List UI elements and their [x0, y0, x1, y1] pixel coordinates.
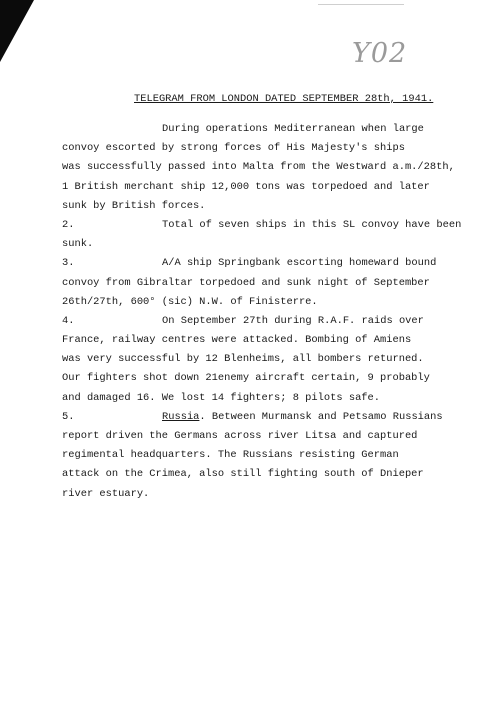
p5-line-2: report driven the Germans across river Litsa and captured	[62, 430, 418, 442]
p3-line-1: 3. A/A ship Springbank escorting homeward bound	[62, 254, 498, 273]
p1-line-5: sunk by British forces.	[62, 199, 206, 212]
p4-line-4: Our fighters shot down 21enemy aircraft certain, 9 probably	[62, 372, 430, 385]
p5-heading: Russia	[162, 410, 200, 423]
p5-line-5: river estuary.	[62, 487, 150, 500]
telegram-title: TELEGRAM FROM LONDON DATED SEPTEMBER 28th, 1941.	[134, 93, 434, 105]
p1-line-3: was successfully passed into Malta from the Westward a.m./28th,	[62, 161, 455, 174]
p1-line-2: convoy escorted by strong forces of His Majesty's ships	[62, 142, 405, 155]
page-corner-mark	[0, 0, 34, 62]
p4-line-5: and damaged 16. We lost 14 fighters; 8 pilots safe.	[62, 391, 381, 404]
handwritten-ref-mark: Y02	[352, 38, 408, 69]
p4-line-1: 4. On September 27th during R.A.F. raids over	[62, 312, 498, 331]
p3-line-3: 26th/27th, 600° (sic) N.W. of Finisterre.	[62, 295, 318, 308]
p4-number: 4.	[62, 314, 75, 327]
p2-number: 2.	[62, 218, 75, 231]
p5-number: 5.	[62, 410, 75, 423]
p5-line-1: 5. Russia. Between Murmansk and Petsamo Russians	[62, 408, 498, 427]
p1-line-1: During operations Mediterranean when large	[162, 123, 424, 135]
p3-number: 3.	[62, 257, 75, 270]
p4-line-2: France, railway centres were attacked. Bombing of Amiens	[62, 334, 412, 347]
telegram-body	[62, 120, 498, 504]
p2-line-1: 2. Total of seven ships in this SL convoy have been	[62, 216, 498, 235]
p4-line-3: was very successful by 12 Blenheims, all bombers returned.	[62, 353, 424, 366]
p1-line-4: 1 British merchant ship 12,000 tons was torpedoed and later	[62, 180, 430, 193]
p3-line-2: convoy from Gibraltar torpedoed and sunk night of September	[62, 276, 430, 289]
top-rule	[318, 4, 404, 5]
p5-line-4: attack on the Crimea, also still fighting south of Dnieper	[62, 468, 424, 481]
p5-line-3: regimental headquarters. The Russians resisting German	[62, 449, 399, 462]
p2-line-2: sunk.	[62, 238, 94, 251]
